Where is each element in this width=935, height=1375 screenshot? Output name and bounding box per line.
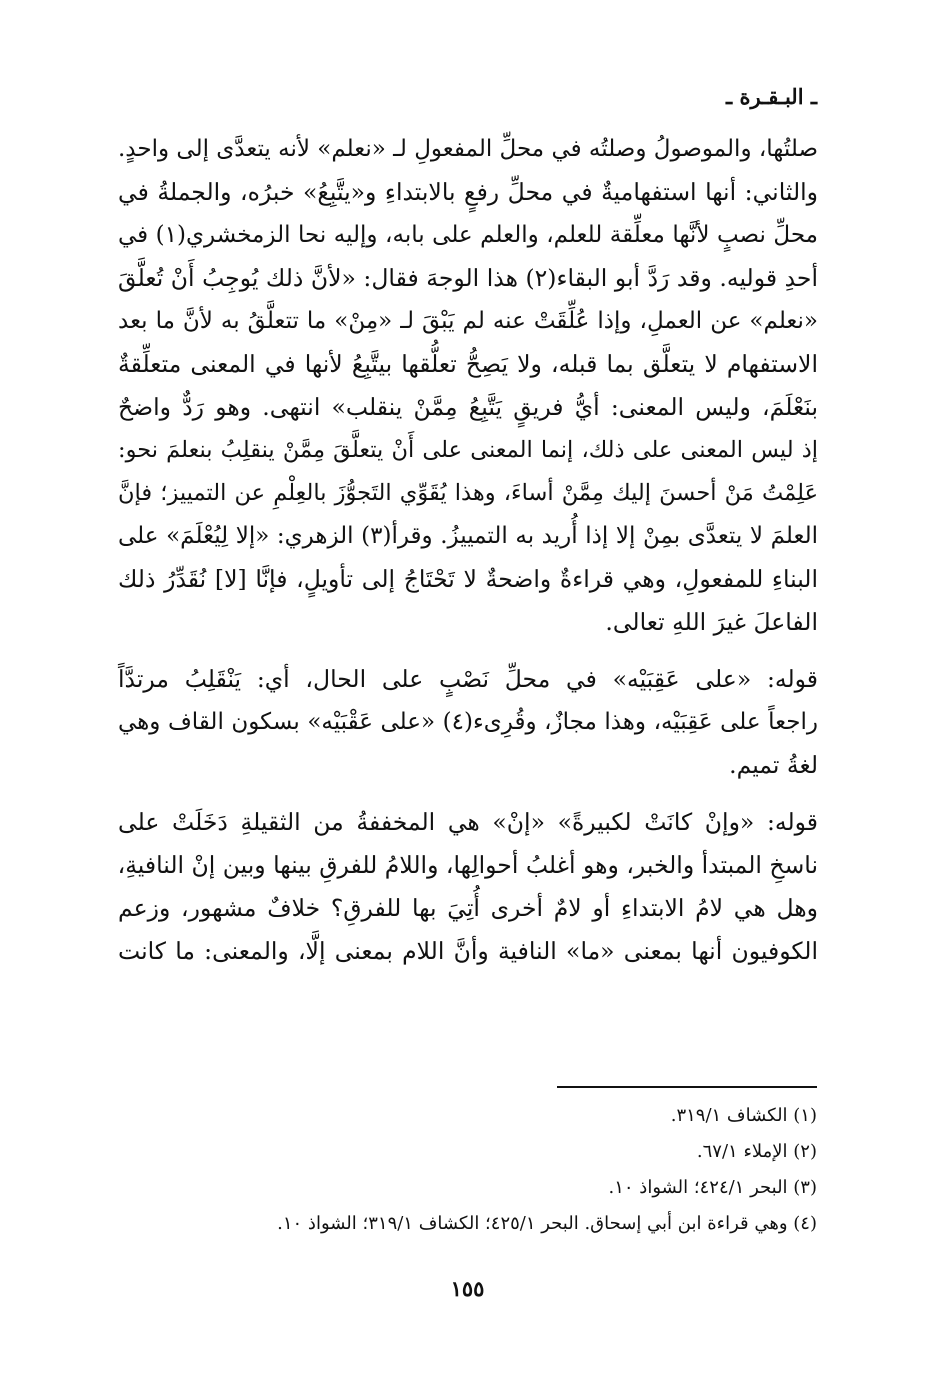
- text-line: قوله: «وإنْ كانَتْ لكبيرةً» «إنْ» هي المخففةُ من الثقيلةِ دَخَلَتْ على: [118, 808, 818, 836]
- main-text: [118, 128, 818, 973]
- running-head: ـ البـقـرة ـ: [725, 84, 817, 109]
- text-line: الكوفيون أنها بمعنى «ما» النافية وأنَّ اللام بمعنى إلَّا، والمعنى: ما كانت: [118, 937, 818, 965]
- paragraph-2: [118, 658, 818, 787]
- text-line: إذ ليس المعنى على ذلك، إنما المعنى على أَنْ يتعلَّقَ مِمَّنْ ينقلِبُ بنعلمَ نحو:: [118, 437, 818, 463]
- footnote-4: (٤) وهي قراءة ابن أبي إسحاق. البحر ٤٢٥/١؛ الكشاف ٣١٩/١؛ الشواذ ١٠.: [277, 1213, 817, 1234]
- footnote-2: (٢) الإملاء ٦٧/١.: [696, 1141, 817, 1162]
- text-line: الاستفهام لا يتعلَّق بما قبله، ولا يَصِحُّ تعلُّقها بيتَّبِعُ لأنها في المعنى متعلِّقةٌ: [118, 350, 818, 378]
- text-line: قوله: «على عَقِبَيْه» في محلِّ نَصْبٍ على الحال، أي: يَنْقَلِبُ مرتدَّاً: [118, 665, 818, 693]
- text-line: «نعلم» عن العملِ، وإذا عُلِّقَتْ عنه لم يَبْقَ لـ «مِنْ» ما تتعلَّقُ به لأنَّ ما بعد: [118, 308, 818, 334]
- footnote-separator: [557, 1086, 817, 1088]
- paragraph-3: [118, 801, 818, 973]
- text-line: راجعاً على عَقِبَيْه، وهذا مجازٌ، وقُرِىء(٤) «على عَقْبَيْه» بسكون القاف وهي: [118, 709, 818, 735]
- text-line: أحدِ قوليه. وقد رَدَّ أبو البقاء(٢) هذا الوجهَ فقال: «لأنَّ ذلك يُوجِبُ أَنْ تُعلَّقَ: [118, 264, 818, 292]
- text-line: بنَعْلَمَ، وليس المعنى: أيُّ فريقٍ يَتَّبِعُ مِمَّنْ ينقلب» انتهى. وهو رَدٌّ واضحٌ: [118, 393, 818, 421]
- text-line: عَلِمْتُ مَنْ أحسنَ إليك مِمَّنْ أساءَ، وهذا يُقَوِّي التَجوُّزَ بالعِلْمِ عن التمييز؛ فإنَّ: [118, 480, 818, 506]
- text-line: محلِّ نصبٍ لأنَّها معلِّقة للعلم، والعلم على بابه، وإليه نحا الزمخشري(١) في: [118, 222, 818, 248]
- text-line: لغةُ تميم.: [729, 751, 818, 779]
- text-line: وهل هي لامُ الابتداءِ أو لامٌ أخرى أُتِيَ بها للفرقِ؟ خلافٌ مشهور، وزعم: [118, 894, 818, 922]
- footnotes: [97, 1098, 817, 1242]
- text-line: العلمَ لا يتعدَّى بمِنْ إلا إذا أُريد به التمييزُ. وقرأ(٣) الزهري: «إلا لِيُعْلَمَ» على: [118, 523, 818, 549]
- page-number: ١٥٥: [450, 1276, 485, 1301]
- footnote-1: (١) الكشاف ٣١٩/١.: [670, 1105, 817, 1126]
- text-line: الفاعلَ غيرَ اللهِ تعالى.: [605, 608, 818, 636]
- paragraph-1: [118, 128, 818, 644]
- footnote-3: (٣) البحر ٤٢٤/١؛ الشواذ ١٠.: [608, 1177, 817, 1198]
- text-line: ناسخِ المبتدأ والخبر، وهو أغلبُ أحوالِها، واللامُ للفرقِ بينها وبين إنْ النافيةِ،: [117, 851, 818, 879]
- text-line: البناءِ للمفعولِ، وهي قراءةٌ واضحةٌ لا تَحْتَاجُ إلى تأويلٍ، فإنَّا [لا] نُقَدِّرُ ذلك: [118, 565, 818, 593]
- text-line: صلتُها، والموصولُ وصلتُه في محلِّ المفعولِ لـ «نعلم» لأنه يتعدَّى إلى واحدٍ.: [118, 136, 818, 162]
- text-line: والثاني: أنها استفهاميةٌ في محلِّ رفعٍ بالابتداءِ و«يتَّبِعُ» خبرُه، والجملةُ في: [118, 178, 818, 206]
